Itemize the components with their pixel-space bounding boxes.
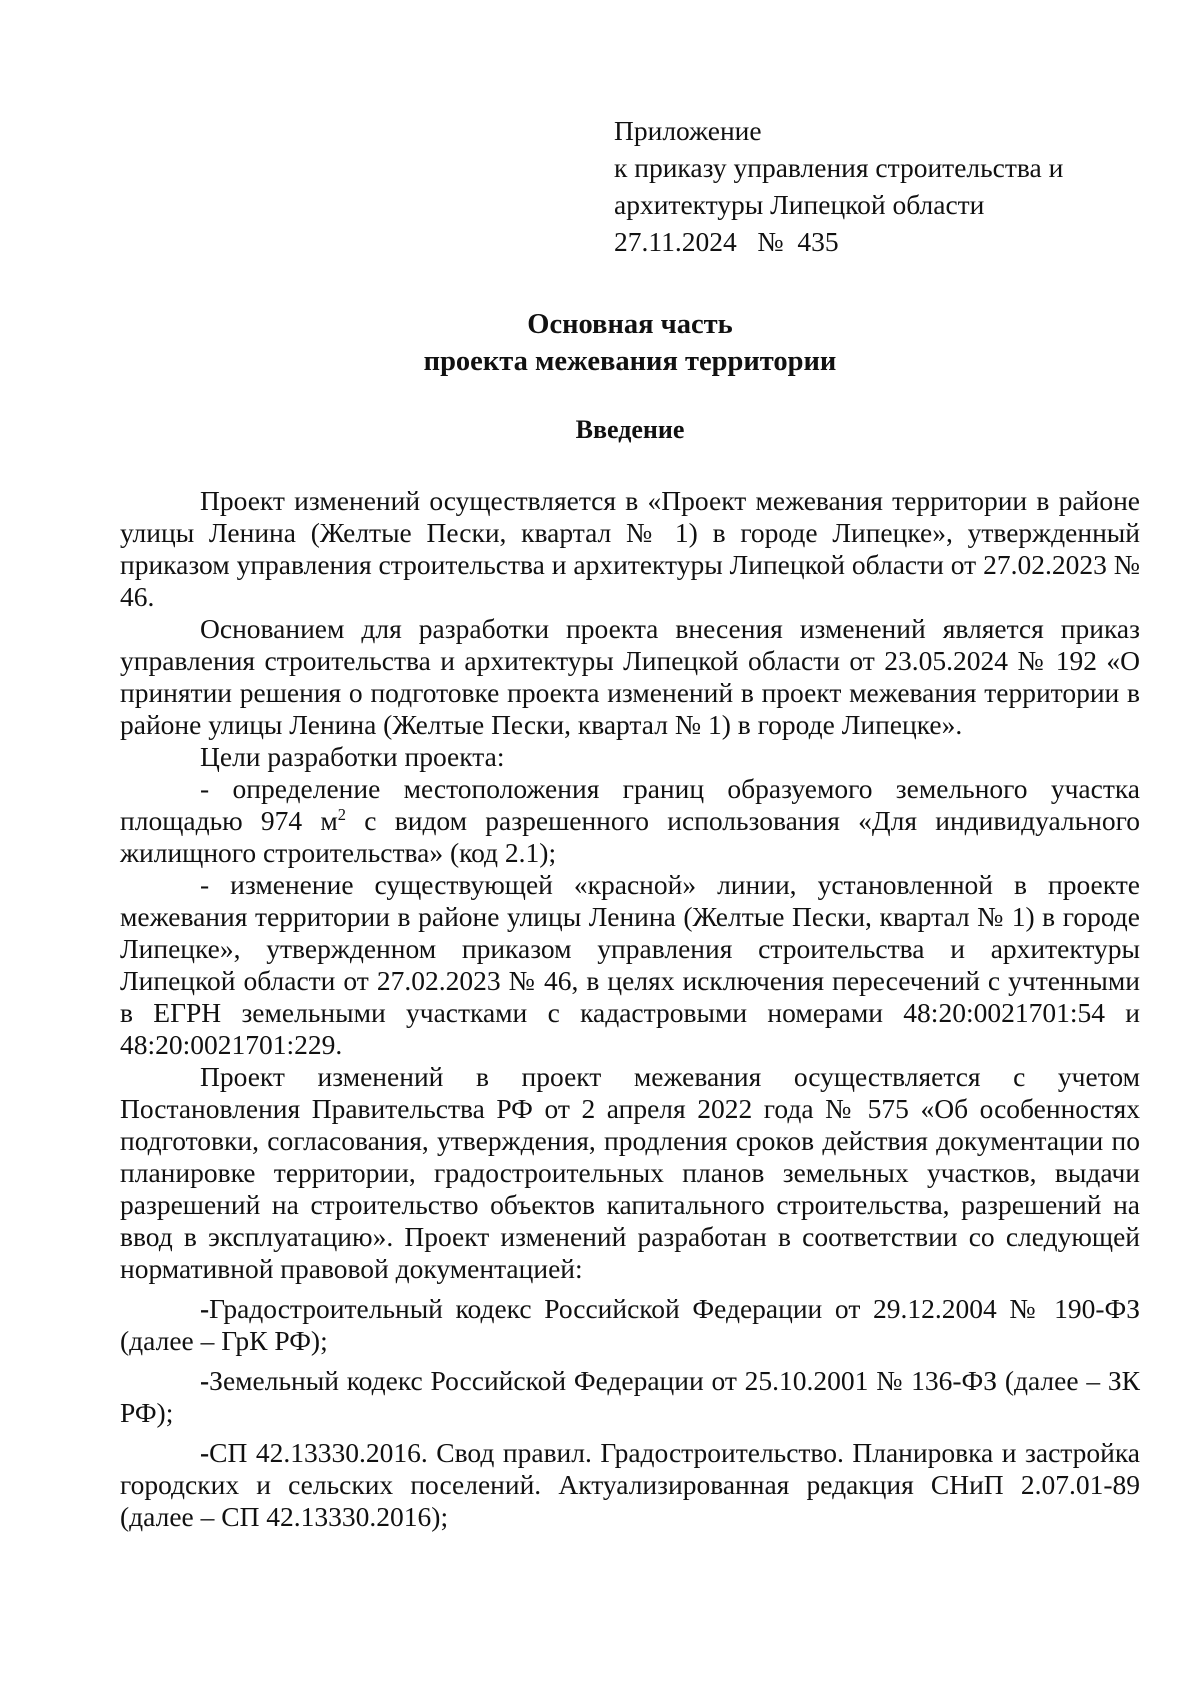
superscript: 2 [337, 804, 347, 824]
appendix-date-number: 27.11.2024 № 435 [614, 226, 839, 257]
law-item [120, 1365, 1140, 1429]
paragraph: Цели разработки проекта: [200, 741, 505, 772]
dash-marker: - [200, 1365, 210, 1396]
text-fragment: - определение местоположения границ образуемого земельного участка площадью 974 м [120, 773, 1140, 836]
law-text: Земельный кодекс Российской Федерации от 25.10.2001 № 136-ФЗ (далее – ЗК РФ); [120, 1365, 1140, 1428]
law-item [120, 1437, 1140, 1533]
paragraph: Проект изменений осуществляется в «Проект межевания территории в районе улицы Ленина (Желтые Пески, квартал № 1) в городе Липецке», утвержденный приказом управления строительства и архитектуры Липецкой области от 27.02.2023 № 46. [120, 485, 1140, 612]
title-line: проекта межевания территории [423, 346, 837, 377]
appendix-line: к приказу управления строительства и [614, 152, 1064, 183]
section-heading: Введение [575, 415, 685, 444]
paragraph: Проект изменений в проект межевания осуществляется с учетом Постановления Правительства РФ от 2 апреля 2022 года № 575 «Об особенностях подготовки, согласования, утверждения, продления сроков действия документации по планировке территории, градостроительных планов земельных участков, выдачи разрешений на строительство объектов капитального строительства, разрешений на ввод в эксплуатацию». Проект изменений разработан в соответствии со следующей нормативной правовой документацией: [120, 1061, 1140, 1284]
document-body [120, 485, 1140, 1533]
title-line: Основная часть [527, 309, 733, 340]
law-text: Градостроительный кодекс Российской Федерации от 29.12.2004 № 190-ФЗ (далее – ГрК РФ); [120, 1293, 1140, 1356]
paragraph-goal [120, 773, 1140, 869]
appendix-line: Приложение [614, 115, 762, 146]
dash-marker: - [200, 1293, 210, 1324]
appendix-line: архитектуры Липецкой области [614, 189, 985, 220]
law-text: СП 42.13330.2016. Свод правил. Градостроительство. Планировка и застройка городских и сельских поселений. Актуализированная редакция СНиП 2.07.01-89 (далее – СП 42.13330.2016); [120, 1437, 1140, 1532]
text-fragment: с видом разрешенного использования «Для индивидуального жилищного строительства» (код 2.1); [120, 805, 1140, 868]
law-item [120, 1293, 1140, 1357]
appendix-block [614, 112, 1140, 260]
dash-marker: - [200, 1437, 210, 1468]
document-title [120, 306, 1140, 380]
paragraph: Основанием для разработки проекта внесения изменений является приказ управления строительства и архитектуры Липецкой области от 23.05.2024 № 192 «О принятии решения о подготовке проекта изменений в проект межевания территории в районе улицы Ленина (Желтые Пески, квартал № 1) в городе Липецке». [120, 613, 1140, 740]
paragraph-goal: - изменение существующей «красной» линии, установленной в проекте межевания территории в районе улицы Ленина (Желтые Пески, квартал № 1) в городе Липецке», утвержденном приказом управления строительства и архитектуры Липецкой области от 27.02.2023 № 46, в целях исключения пересечений с учтенными в ЕГРН земельными участками с кадастровыми номерами 48:20:0021701:54 и 48:20:0021701:229. [120, 869, 1140, 1060]
